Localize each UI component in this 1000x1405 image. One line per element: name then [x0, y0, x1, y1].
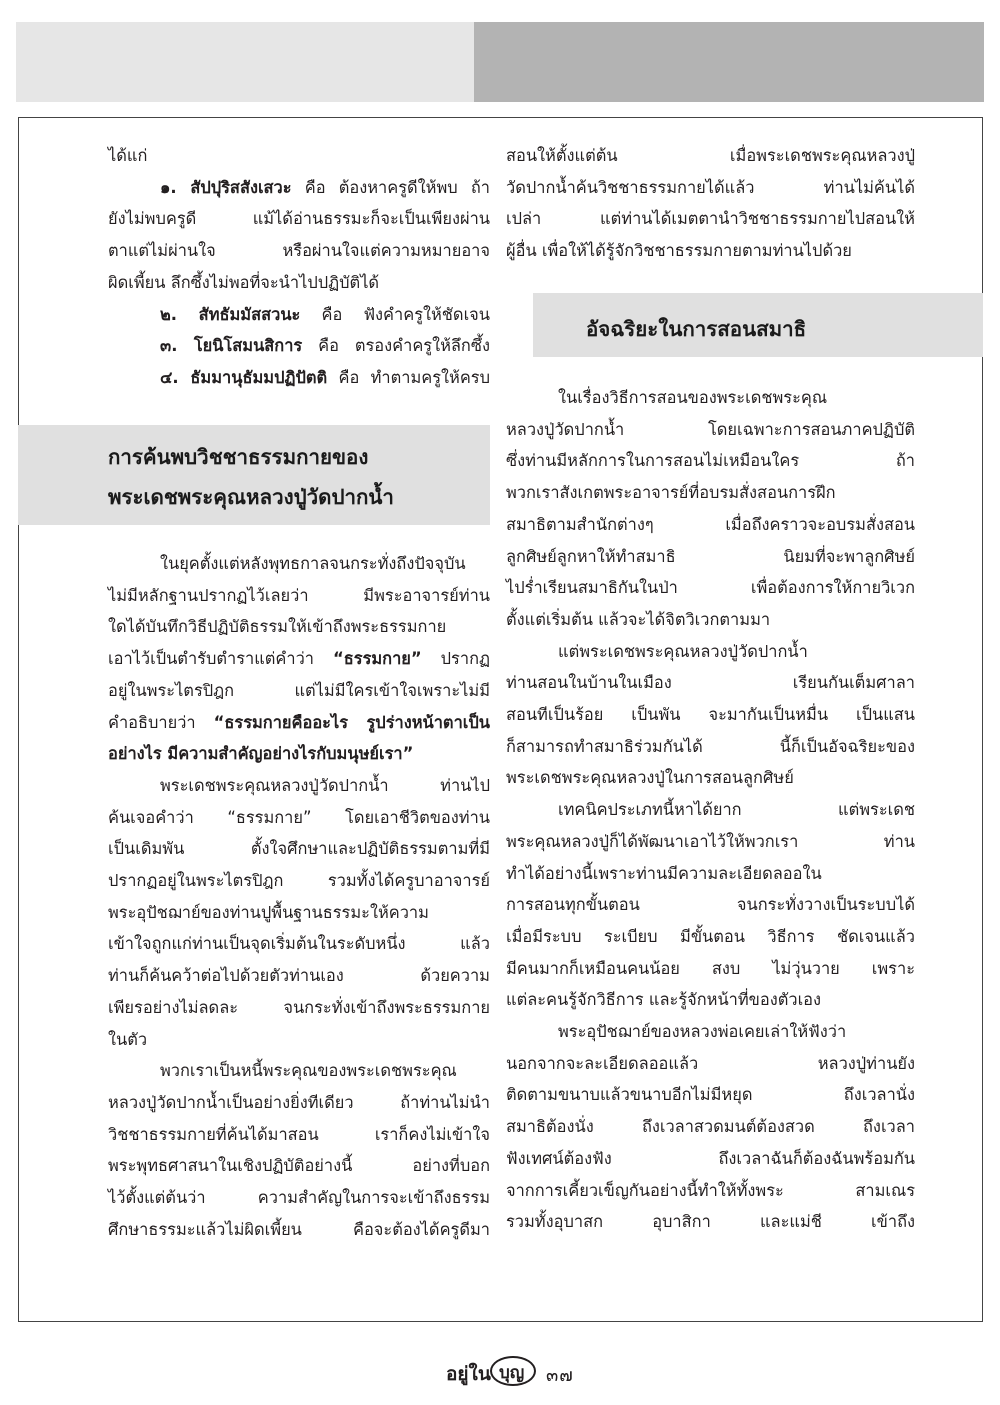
paragraph-line: ลูกศิษย์ลูกหาให้ทำสมาธิ นิยมที่จะพาลูกศิษย์	[506, 546, 915, 566]
paragraph-line: รวมทั้งอุบาสก อุบาสิกา และแม่ชี เข้าถึง	[506, 1212, 915, 1232]
paragraph-line: พระอุปัชฌาย์ของท่านปูพื้นฐานธรรมะให้ความ	[108, 902, 429, 922]
paragraph-line: ค้นเจอคำว่า “ธรรมกาย” โดยเอาชีวิตของท่าน	[108, 807, 490, 827]
paragraph-line: การสอนทุกขั้นตอน จนกระทั่งวางเป็นระบบได้	[506, 895, 915, 915]
list-item-4	[108, 362, 490, 394]
list-item-text: คือ ตรองคำครูให้ลึกซึ้ง	[302, 336, 490, 356]
paragraph-line: ใดได้บันทึกวิธีปฏิบัติธรรมให้เข้าถึงพระธรรมกาย	[108, 617, 447, 637]
paragraph-line: ติดตามขนาบแล้วขนาบอีกไม่มีหยุด ถึงเวลานั่ง	[506, 1085, 915, 1105]
page-footer	[0, 1356, 1000, 1396]
list-item-1-line: ยังไม่พบครูดี แม้ได้อ่านธรรมะก็จะเป็นเพียงผ่าน	[108, 209, 490, 229]
logo-inner-text: บุญ	[499, 1363, 525, 1383]
page-number: ๓๗	[546, 1365, 574, 1386]
paragraph-line: วิชชาธรรมกายที่ค้นได้มาสอน เราก็คงไม่เข้าใจ	[108, 1124, 490, 1144]
paragraph-line: ผู้อื่น เพื่อให้ได้รู้จักวิชชาธรรมกายตามท่านไปด้วย	[506, 241, 852, 261]
text-run: คำอธิบายว่า	[108, 712, 214, 732]
paragraph-line: เทคนิคประเภทนี้หาได้ยาก แต่พระเดช	[558, 800, 915, 820]
paragraph-line: แต่พระเดชพระคุณหลวงปู่วัดปากน้ำ	[558, 641, 808, 661]
paragraph-line: สอนทีเป็นร้อย เป็นพัน จะมากันเป็นหมื่น เป็นแสน	[506, 705, 915, 725]
paragraph-line: เพียรอย่างไม่ลดละ จนกระทั่งเข้าถึงพระธรรมกาย	[108, 997, 490, 1017]
heading-line: การค้นพบวิชชาธรรมกายของ	[108, 445, 369, 469]
paragraph-line: นอกจากจะละเอียดลออแล้ว หลวงปู่ท่านยัง	[506, 1053, 915, 1073]
paragraph-line: สอนให้ตั้งแต่ต้น เมื่อพระเดชพระคุณหลวงปู่	[506, 146, 915, 165]
text-run: เอาไว้เป็นตำรับตำราแต่คำว่า	[108, 649, 333, 669]
paragraph-4	[506, 1016, 915, 1238]
paragraph-line: วัดปากน้ำค้นวิชชาธรรมกายได้แล้ว ท่านไม่ค้นได้	[506, 177, 915, 197]
paragraph-3	[506, 794, 915, 1016]
bold-quote: “ธรรมกายคืออะไร รูปร่างหน้าตาเป็น	[213, 712, 490, 732]
intro-line: ได้แก่	[108, 146, 148, 165]
paragraph-line: สมาธิต้องนั่ง ถึงเวลาสวดมนต์ต้องสวด ถึงเวลา	[506, 1117, 915, 1137]
right-column	[506, 140, 915, 267]
paragraph-line: พระอุปัชฌาย์ของหลวงพ่อเคยเล่าให้ฟังว่า	[558, 1022, 847, 1042]
list-item-1-line: ตาแต่ไม่ผ่านใจ หรือผ่านใจแต่ความหมายอาจ	[108, 241, 490, 261]
paragraph-line: เข้าใจถูกแก่ท่านเป็นจุดเริ่มต้นในระดับหนึ่ง แล้ว	[108, 934, 490, 954]
left-column	[108, 140, 490, 394]
paragraph-line: แต่ละคนรู้จักวิธีการ และรู้จักหน้าที่ของตัวเอง	[506, 990, 822, 1010]
paragraph-line: พวกเราสังเกตพระอาจารย์ที่อบรมสั่งสอนการฝึก	[506, 483, 836, 503]
paragraph-line: อยู่ในพระไตรปิฎก แต่ไม่มีใครเข้าใจเพราะไม่มี	[108, 680, 490, 700]
paragraph-line: พระเดชพระคุณหลวงปู่ในการสอนลูกศิษย์	[506, 768, 794, 788]
paragraph-line: ไปร่ำเรียนสมาธิกันในป่า เพื่อต้องการให้กายวิเวก	[506, 578, 915, 598]
paragraph-line	[108, 738, 490, 770]
paragraph-line: ซึ่งท่านมีหลักการในการสอนไม่เหมือนใคร ถ้า	[506, 451, 915, 471]
paragraph-line: ไม่มีหลักฐานปรากฏไว้เลยว่า มีพระอาจารย์ท่าน	[108, 585, 490, 605]
bold-term: “ธรรมกาย”	[332, 649, 422, 669]
paragraph-2	[108, 770, 490, 1055]
paragraph-line: ในเรื่องวิธีการสอนของพระเดชพระคุณ	[558, 388, 828, 407]
paragraph-line: พระเดชพระคุณหลวงปู่วัดปากน้ำ ท่านไป	[160, 775, 490, 795]
paragraph-line: ท่านสอนในบ้านในเมือง เรียนกันเต็มศาลา	[506, 673, 915, 693]
left-column-body	[108, 548, 490, 1245]
paragraph-line: ท่านก็ค้นคว้าต่อไปด้วยตัวท่านเอง ด้วยความ	[108, 966, 490, 986]
list-item-title: ๔. ธัมมานุธัมมปฏิปัตติ	[160, 367, 328, 387]
paragraph-line: จากการเคี้ยวเข็ญกันอย่างนี้ทำให้ทั้งพระ สามเณร	[506, 1180, 915, 1200]
paragraph-line	[108, 707, 490, 739]
paragraph-line: ฟังเทศน์ต้องฟัง ถึงเวลาฉันก็ต้องฉันพร้อมกัน	[506, 1148, 915, 1168]
paragraph-0	[506, 140, 915, 267]
paragraph-line: เป็นเดิมพัน ตั้งใจศึกษาและปฏิบัติธรรมตามที่มี	[108, 839, 490, 859]
section-heading-left	[18, 425, 490, 525]
paragraph-line: เปล่า แต่ท่านได้เมตตานำวิชชาธรรมกายไปสอนให้	[506, 209, 915, 229]
paragraph-line: พระพุทธศาสนาในเชิงปฏิบัติอย่างนี้ อย่างที่บอก	[108, 1156, 490, 1176]
paragraph-line: ศึกษาธรรมะแล้วไม่ผิดเพี้ยน คือจะต้องได้ครูดีมา	[108, 1219, 490, 1239]
paragraph-line: ตั้งแต่เริ่มต้น แล้วจะได้จิตวิเวกตามมา	[506, 609, 771, 629]
list-item-2	[108, 299, 490, 331]
heading-line: พระเดชพระคุณหลวงปู่วัดปากน้ำ	[108, 485, 394, 509]
paragraph-line: ในตัว	[108, 1029, 148, 1049]
header-band-left	[16, 22, 474, 102]
bold-quote: อย่างไร มีความสำคัญอย่างไรกับมนุษย์เรา”	[108, 744, 414, 764]
list-item-3	[108, 330, 490, 362]
paragraph-1	[506, 382, 915, 636]
list-item-1-line: ผิดเพี้ยน ลึกซึ้งไม่พอที่จะนำไปปฏิบัติได้	[108, 272, 380, 292]
list-item-1	[108, 172, 490, 204]
paragraph-line: ไว้ตั้งแต่ต้นว่า ความสำคัญในการจะเข้าถึงธรรม	[108, 1188, 490, 1208]
right-column-body	[506, 382, 915, 1238]
paragraph-2	[506, 636, 915, 795]
paragraph-3	[108, 1055, 490, 1245]
list-item-title: ๑. สัปปุริสสังเสวะ	[160, 177, 292, 197]
logo-text: อยู่ใน	[446, 1363, 491, 1385]
paragraph-line: เมื่อมีระบบ ระเบียบ มีขั้นตอน วิธีการ ชัดเจนแล้ว	[506, 926, 915, 946]
paragraph-line	[108, 643, 490, 675]
list-item-title: ๓. โยนิโสมนสิการ	[160, 336, 303, 356]
list-item-text: คือ ฟังคำครูให้ชัดเจน	[300, 304, 490, 324]
header-band-right	[474, 22, 984, 102]
paragraph-line: พระคุณหลวงปู่ก็ได้พัฒนาเอาไว้ให้พวกเรา ท่าน	[506, 831, 915, 851]
text-run: ปรากฏ	[421, 649, 490, 669]
paragraph-line: มีคนมากก็เหมือนคนน้อย สงบ ไม่วุ่นวาย เพราะ	[506, 958, 915, 978]
heading-line: อัจฉริยะในการสอนสมาธิ	[586, 317, 807, 341]
paragraph-line: หลวงปู่วัดปากน้ำเป็นอย่างยิ่งทีเดียว ถ้าท่านไม่นำ	[108, 1092, 490, 1112]
paragraph-line: ปรากฏอยู่ในพระไตรปิฎก รวมทั้งได้ครูบาอาจารย์	[108, 871, 490, 891]
list-item-title: ๒. สัทธัมมัสสวนะ	[160, 304, 301, 324]
list-item-text: คือ ต้องหาครูดีให้พบ ถ้า	[291, 177, 490, 197]
paragraph-line: หลวงปู่วัดปากน้ำ โดยเฉพาะการสอนภาคปฏิบัติ	[506, 419, 915, 439]
list-item-text: คือ ทำตามครูให้ครบ	[327, 367, 490, 387]
paragraph-line: สมาธิตามสำนักต่างๆ เมื่อถึงคราวจะอบรมสั่งสอน	[506, 514, 915, 534]
paragraph-line: ก็สามารถทำสมาธิร่วมกันได้ นี้ก็เป็นอัจฉริยะของ	[506, 736, 915, 756]
paragraph-line: ทำได้อย่างนี้เพราะท่านมีความละเอียดลออใน	[506, 863, 822, 883]
paragraph-line: ในยุคตั้งแต่หลังพุทธกาลจนกระทั่งถึงปัจจุบัน	[160, 554, 466, 573]
paragraph-line: พวกเราเป็นหนี้พระคุณของพระเดชพระคุณ	[160, 1061, 457, 1081]
section-heading-right	[533, 293, 983, 357]
